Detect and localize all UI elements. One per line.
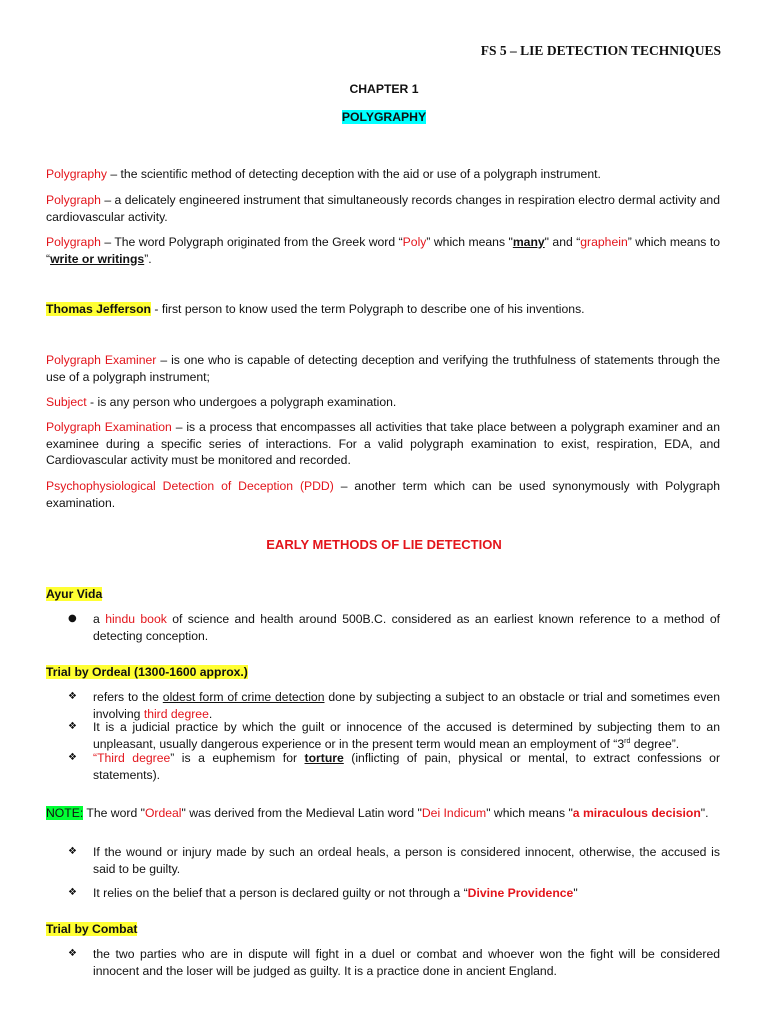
text: ". xyxy=(700,806,709,820)
greek-word-graphein: graphein xyxy=(580,235,628,249)
chapter-topic-text: POLYGRAPHY xyxy=(341,110,427,124)
diamond-bullet-icon: ❖ xyxy=(68,752,77,763)
definition-term: Polygraphy xyxy=(46,167,107,181)
definition-text: " and “ xyxy=(544,235,581,249)
highlight-text: a miraculous decision xyxy=(572,806,701,820)
definition-text: – the scientific method of detecting deception with the aid or use of a polygraph instrument. xyxy=(106,167,601,181)
chapter-topic xyxy=(0,109,768,126)
text: of science and health around 500B.C. considered as an earliest known reference to a method of detecting conception. xyxy=(93,612,721,643)
definition-text: - is any person who undergoes a polygraph examination. xyxy=(86,395,397,409)
definition-term: Thomas Jefferson xyxy=(46,302,151,316)
page-header: FS 5 – LIE DETECTION TECHNIQUES xyxy=(480,43,721,58)
definition-text: – a delicately engineered instrument that simultaneously records changes in respiration electro dermal activity and cardiovascular activity. xyxy=(46,193,720,224)
text: . xyxy=(208,706,213,721)
trial-by-combat-heading xyxy=(46,921,720,938)
word-write-or-writings: write or writings xyxy=(50,251,145,266)
definition-pdd xyxy=(46,478,720,511)
highlight-text: Third degree xyxy=(97,751,171,765)
bullet-icon: ● xyxy=(68,613,77,624)
definition-text: ” which means " xyxy=(426,235,513,249)
chapter-label: CHAPTER 1 xyxy=(349,82,419,96)
definition-polygraph xyxy=(46,192,720,225)
definition-text: – is one who is capable of detecting deception and verifying the truthfulness of statements through the use of a polygraph instrument; xyxy=(46,353,720,384)
list-item-text xyxy=(93,885,720,902)
superscript: rd xyxy=(624,737,631,745)
text: degree”. xyxy=(630,736,680,751)
definition-examiner xyxy=(46,352,720,385)
highlight-text: Ordeal xyxy=(144,806,182,820)
definition-text: - first person to know used the term Polygraph to describe one of his inventions. xyxy=(150,302,585,316)
list-item-text xyxy=(93,689,720,722)
definition-subject xyxy=(46,394,720,411)
trial-by-ordeal-heading xyxy=(46,664,720,681)
highlight-text: hindu book xyxy=(105,612,167,626)
diamond-bullet-icon: ❖ xyxy=(68,691,77,702)
list-item-text xyxy=(93,719,720,752)
definition-text: ” which means to “ xyxy=(46,235,720,266)
diamond-bullet-icon: ❖ xyxy=(68,721,77,732)
definition-text: – The word Polygraph originated from the Greek word “ xyxy=(100,235,403,249)
heading-text: Trial by Combat xyxy=(46,922,138,936)
text: " which means " xyxy=(486,806,573,820)
definition-text: – another term which can be used synonymously with Polygraph examination. xyxy=(46,479,721,510)
text: done by subjecting a subject to an obstacle or trial and sometimes even involving xyxy=(93,690,720,721)
underlined-text: torture xyxy=(304,751,344,765)
ayur-vida-heading xyxy=(46,586,720,603)
text: “ xyxy=(93,751,98,765)
text: (inflicting of pain, physical or mental, to extract confessions or statements). xyxy=(93,751,721,782)
list-item-text xyxy=(93,611,720,644)
definition-examination xyxy=(46,419,720,469)
definition-term: Polygraph Examiner xyxy=(46,353,157,367)
text: The word " xyxy=(83,806,145,820)
greek-word-poly: Poly xyxy=(402,235,427,249)
list-item-text xyxy=(93,750,720,783)
definition-term: Polygraph xyxy=(46,193,101,207)
definition-polygraph-origin xyxy=(46,234,720,267)
text: It relies on the belief that a person is declared guilty or not through a “ xyxy=(93,886,468,900)
text: refers to the xyxy=(93,690,163,704)
section-title: EARLY METHODS OF LIE DETECTION xyxy=(266,537,502,552)
diamond-bullet-icon: ❖ xyxy=(68,948,77,959)
definition-term: Polygraph Examination xyxy=(46,420,172,434)
diamond-bullet-icon: ❖ xyxy=(68,846,77,857)
highlight-text: Dei Indicum xyxy=(421,806,487,820)
text: a xyxy=(93,612,106,626)
heading-text: Trial by Ordeal (1300-1600 approx.) xyxy=(46,665,248,679)
text: " xyxy=(573,886,578,900)
text: " was derived from the Medieval Latin word " xyxy=(181,806,422,820)
note-paragraph xyxy=(46,805,720,822)
heading-text: Ayur Vida xyxy=(46,587,103,601)
definition-term: Polygraph xyxy=(46,235,101,249)
highlight-text: Divine Providence xyxy=(467,886,574,900)
list-item-text: the two parties who are in dispute will fight in a duel or combat and whoever won the fight will be considered innocent and the loser will be judged as guilty. It is a practice done in ancient England. xyxy=(93,947,720,978)
definition-jefferson xyxy=(46,301,720,318)
definition-polygraphy xyxy=(46,166,720,183)
list-item-text: If the wound or injury made by such an ordeal heals, a person is considered innocent, otherwise, the accused is said to be guilty. xyxy=(93,845,720,876)
diamond-bullet-icon: ❖ xyxy=(68,887,77,898)
definition-term: Subject xyxy=(46,395,87,409)
text: It is a judicial practice by which the guilt or innocence of the accused is determined by subjecting them to an unpleasant, usually dangerous experience or in the present term would mean an employment of “3 xyxy=(93,720,720,751)
note-label: NOTE: xyxy=(46,806,84,820)
text: ” is a euphemism for xyxy=(170,751,305,765)
definition-text: ”. xyxy=(144,251,152,266)
highlight-text: third degree xyxy=(143,706,209,721)
underlined-text: oldest form of crime detection xyxy=(162,690,325,704)
definition-term: Psychophysiological Detection of Deception (PDD) xyxy=(46,479,334,493)
definition-text: – is a process that encompasses all activities that take place between a polygraph examiner and an examinee during a specific series of interactions. For a valid polygraph examination to exist, respiration, EDA, and Cardiovascular activity must be monitored and recorded. xyxy=(46,420,720,467)
word-many: many xyxy=(512,235,545,249)
